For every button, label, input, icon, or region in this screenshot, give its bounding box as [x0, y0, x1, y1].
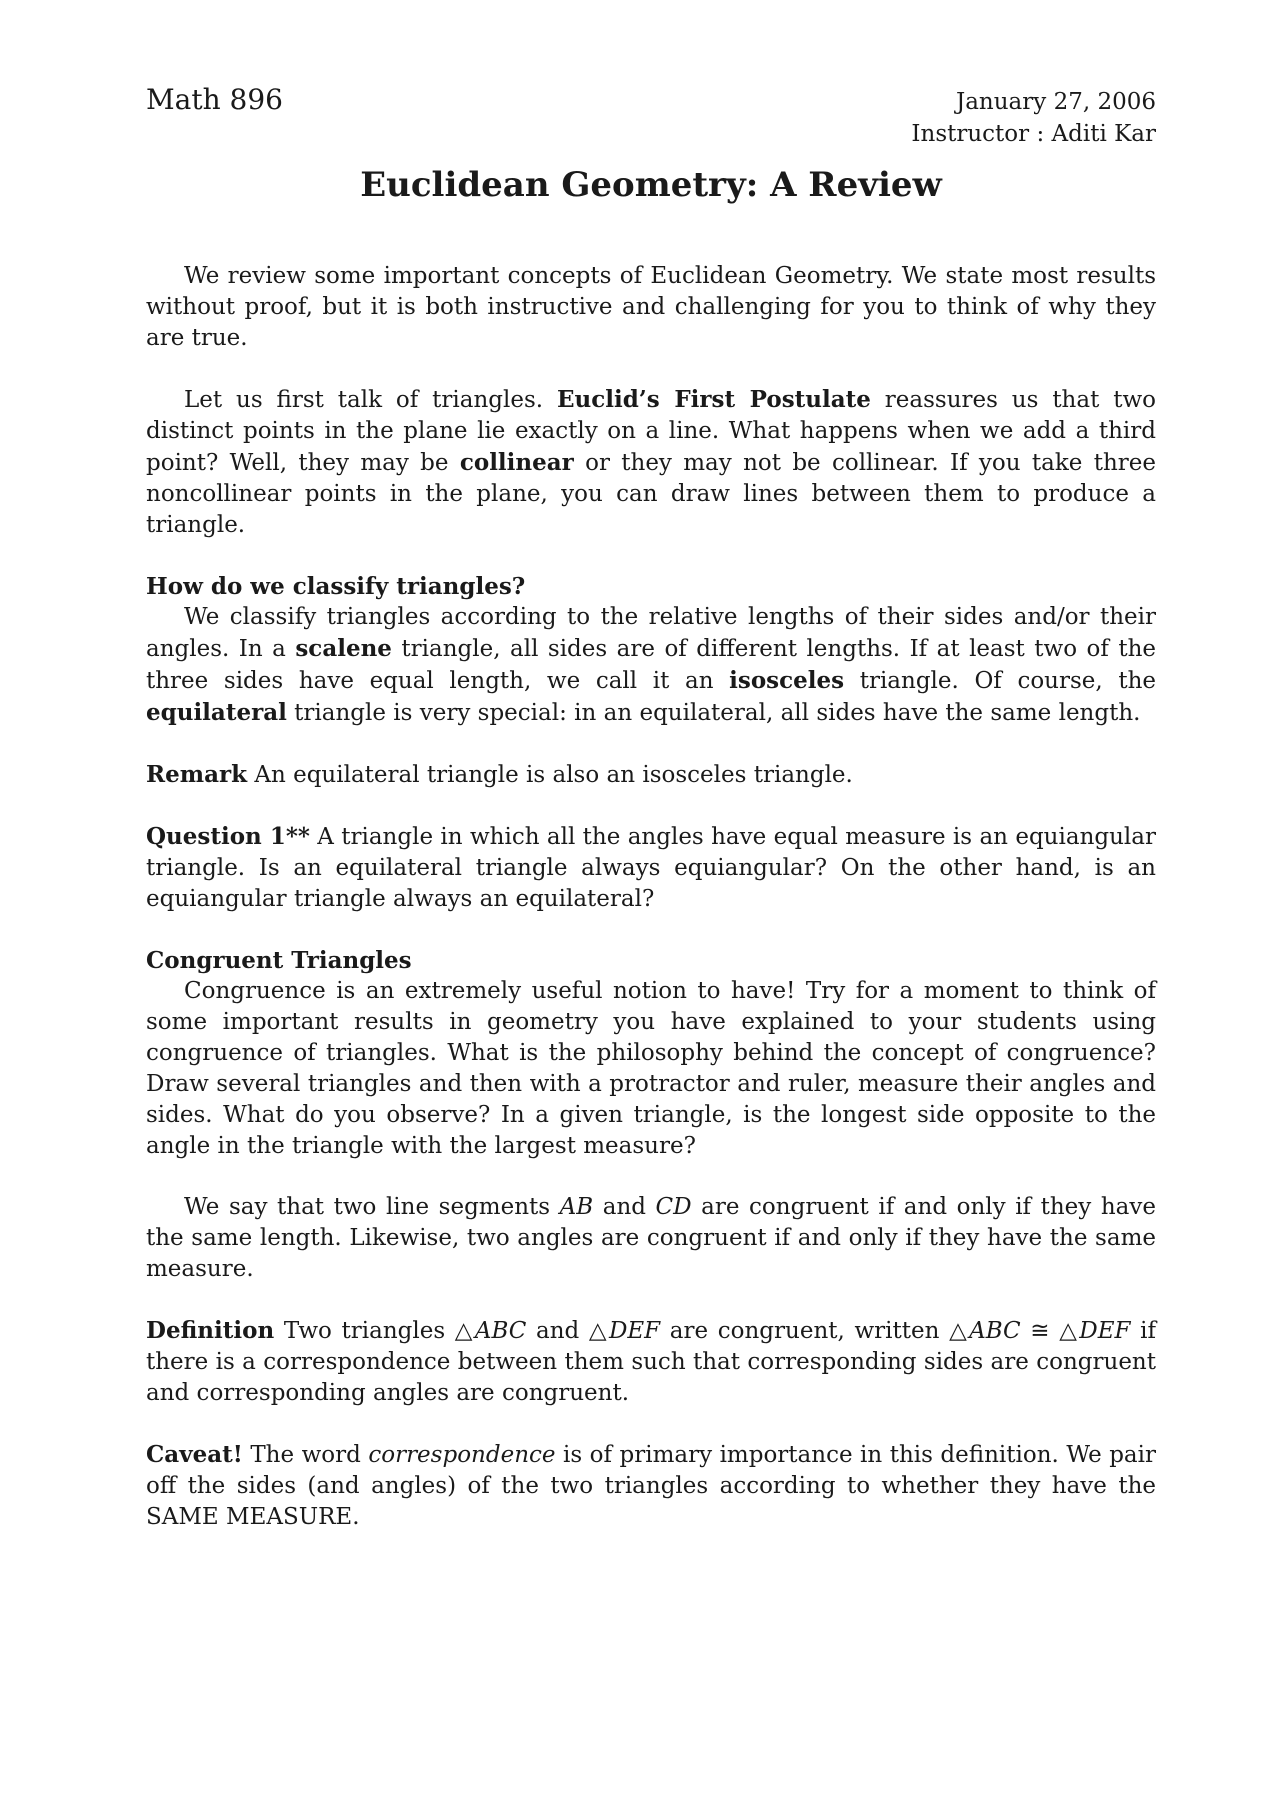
text-run: We classify triangles according to the relative lengths of their sides and/or their angles. In a — [146, 604, 1156, 662]
triangle-symbol: △ — [949, 1318, 970, 1344]
question-label: Question 1** — [146, 823, 310, 850]
text-run: if there is a correspondence between them such that corresponding sides are congruent and corresponding angles are congruent. — [146, 1318, 1156, 1406]
segments-paragraph — [146, 1192, 1156, 1285]
instructor-text: Instructor : Aditi Kar — [911, 121, 1156, 147]
text-run: triangle is very special: in an equilateral, all sides have the same length. — [286, 700, 1141, 726]
math-abc: ABC — [969, 1318, 1021, 1344]
term-isosceles: isosceles — [729, 667, 845, 694]
math-def: DEF — [608, 1318, 661, 1344]
triangle-symbol: △ — [1059, 1318, 1080, 1344]
triangle-symbol: △ — [588, 1318, 609, 1344]
classify-paragraph — [146, 602, 1156, 729]
question-paragraph — [146, 821, 1156, 915]
remark-paragraph — [146, 759, 1156, 791]
definition-paragraph — [146, 1315, 1156, 1409]
date-text: January 27, 2006 — [956, 89, 1156, 115]
text-run: We say that two line segments — [184, 1194, 560, 1220]
math-abc: ABC — [474, 1318, 527, 1344]
definition-label: Definition — [146, 1317, 275, 1344]
congruent-paragraph: Congruence is an extremely useful notion to have! Try for a moment to think of some important results in geometry you have explained to your students using congruence of triangles. What is the philosophy behind the concept of congruence? Draw several triangles and then with a protractor and ruler, measure their angles and sides. What do you observe? In a given triangle, is the longest side opposite to the angle in the triangle with the largest measure? — [146, 978, 1156, 1159]
math-ab: AB — [559, 1194, 594, 1220]
text-run: and — [593, 1194, 656, 1220]
text-run: triangle, all sides are of different lengths. If at least two of the three sides have equal length, we call it an — [146, 636, 1157, 694]
term-scalene: scalene — [295, 635, 392, 662]
text-run: The word — [242, 1442, 369, 1468]
caveat-label: Caveat! — [146, 1441, 243, 1468]
math-cd: CD — [655, 1194, 692, 1220]
remark-text: An equilateral triangle is also an isosceles triangle. — [247, 762, 853, 788]
term-collinear: collinear — [459, 449, 574, 476]
page-title: Euclidean Geometry: A Review — [360, 165, 942, 205]
header — [146, 80, 1156, 150]
document-page — [146, 80, 1156, 1533]
text-run: and — [526, 1318, 589, 1344]
text-run: are congruent if and only if they have the same length. Likewise, two angles are congruent if and only if they have the same measure. — [146, 1194, 1156, 1282]
date-block — [911, 86, 1156, 150]
math-def: DEF — [1079, 1318, 1131, 1344]
text-run: reassures us that two distinct points in the plane lie exactly on a line. What happens when we add a third point? Well, they may be — [146, 387, 1156, 476]
caveat-paragraph — [146, 1439, 1156, 1533]
text-run: or they may not be collinear. If you take three noncollinear points in the plane, you can draw lines between them to produce a triangle. — [146, 450, 1157, 538]
course-label: Math 896 — [146, 83, 283, 116]
term-correspondence: correspondence — [368, 1442, 556, 1468]
intro-paragraph: We review some important concepts of Euclidean Geometry. We state most results without proof, but it is both instructive and challenging for you to think of why they are true. — [146, 263, 1156, 351]
term-euclid-postulate: Euclid’s First Postulate — [556, 386, 871, 413]
text-run: are congruent, written — [660, 1318, 950, 1344]
congruence-symbol: ≅ — [1020, 1318, 1060, 1344]
triangle-symbol: △ — [454, 1318, 475, 1344]
term-equilateral: equilateral — [146, 699, 287, 726]
text-run: Two triangles — [274, 1318, 455, 1344]
triangles-paragraph — [146, 384, 1156, 541]
remark-label: Remark — [146, 761, 248, 788]
classify-heading: How do we classify triangles? — [146, 573, 526, 600]
text-run: Let us first talk of triangles. — [184, 387, 557, 413]
text-run: triangle. Of course, the — [844, 668, 1156, 694]
question-text: A triangle in which all the angles have equal measure is an equiangular triangle. Is an equilateral triangle always equiangular? On the other hand, is an equiangular triangle always an equilateral? — [146, 824, 1156, 912]
congruent-heading: Congruent Triangles — [146, 947, 412, 974]
text-run: is of primary importance in this definition. We pair off the sides (and angles) of the two triangles according to whether they have the SAME MEASURE. — [146, 1442, 1156, 1530]
